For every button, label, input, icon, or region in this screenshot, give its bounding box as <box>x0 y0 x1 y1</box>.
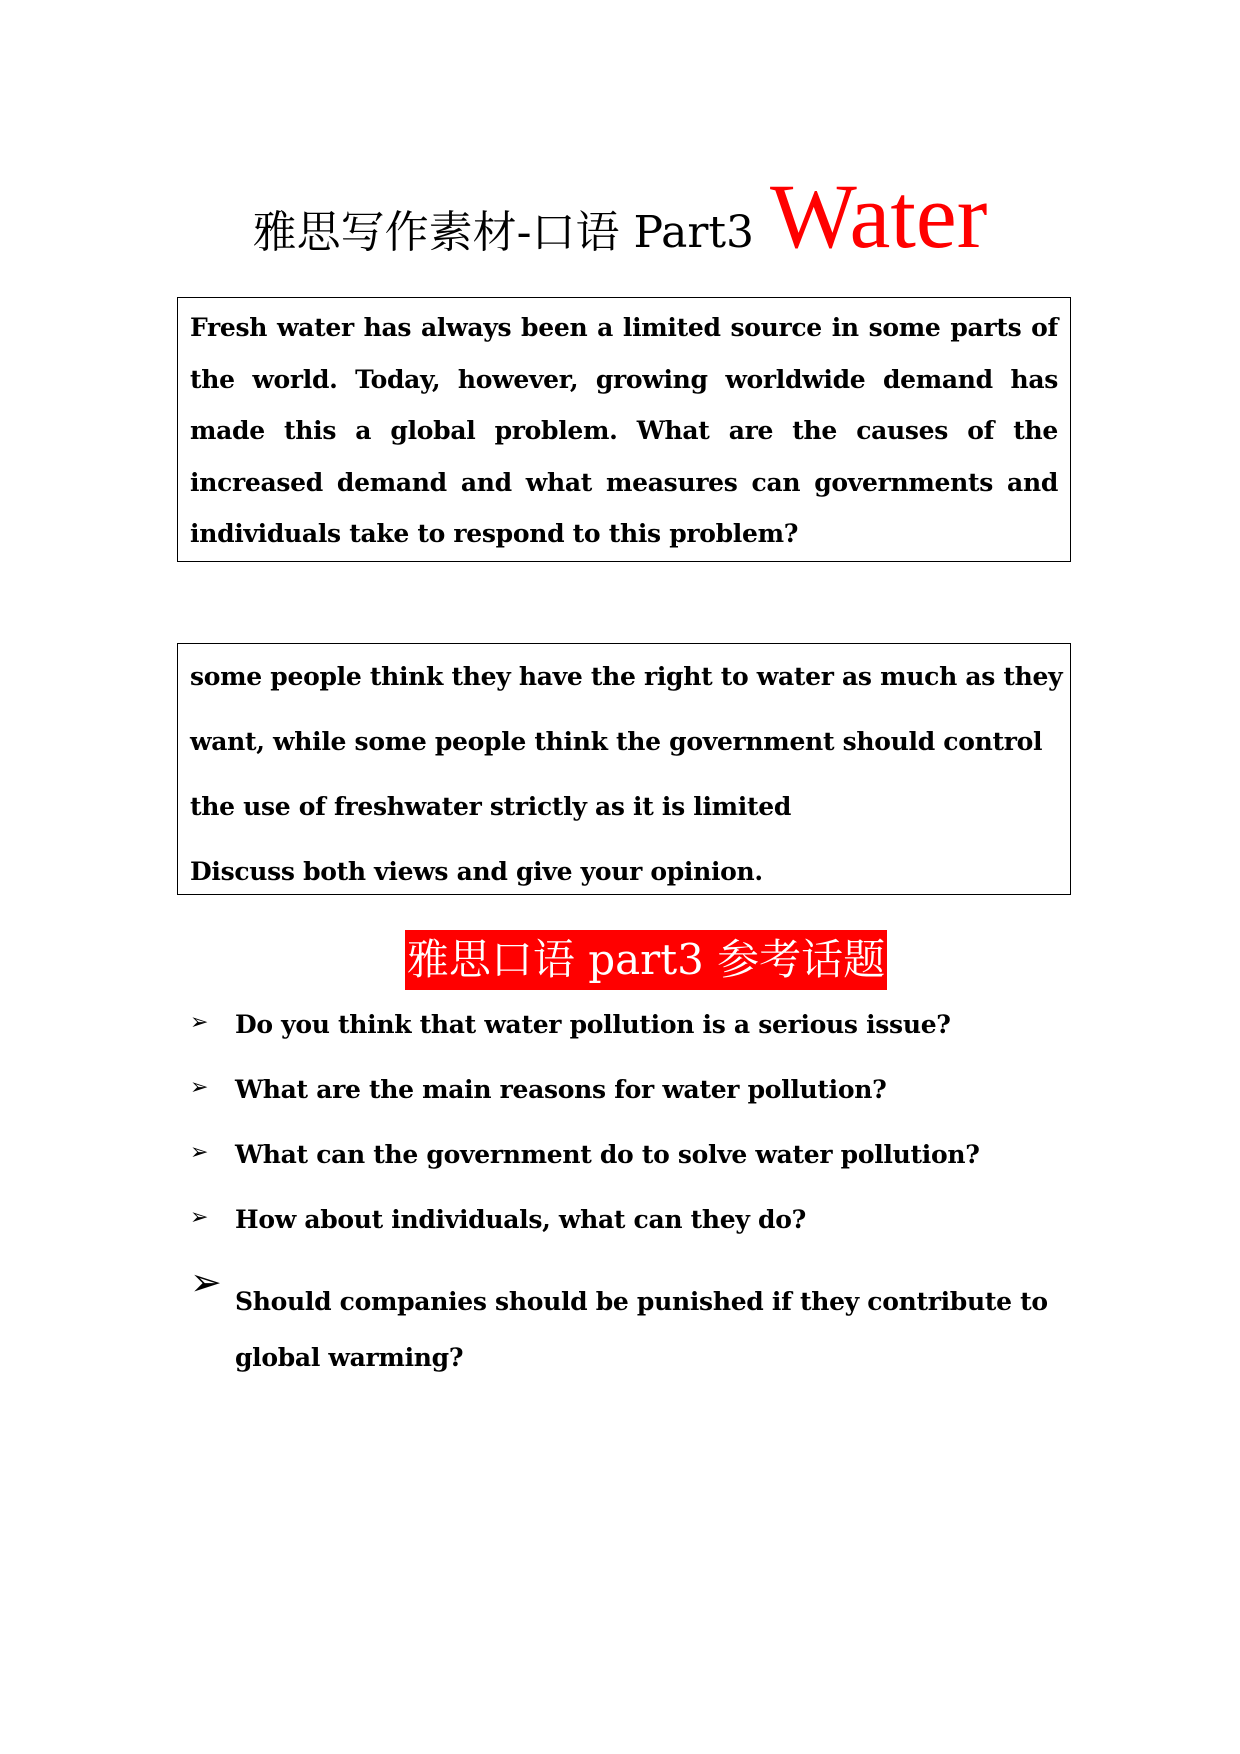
question-text: What are the main reasons for water pollution? <box>235 1075 887 1104</box>
arrowhead-bullet-icon: ➢ <box>190 1075 209 1100</box>
essay-prompt-2 <box>177 643 1071 895</box>
section-heading: 雅思口语 part3 参考话题 <box>405 930 887 990</box>
essay-prompt-2-line: Discuss both views and give your opinion. <box>190 857 763 886</box>
page-title-main: 雅思写作素材-口语 Part3 <box>252 207 755 258</box>
question-text: What can the government do to solve water pollution? <box>235 1140 980 1169</box>
page-title-accent: Water <box>770 165 988 267</box>
arrowhead-bullet-icon: ➢ <box>190 1260 222 1304</box>
essay-prompt-1: Fresh water has always been a limited source in some parts of the world. Today, however, growing worldwide demand has made this a global problem. What are the causes of the increased demand and what measures can governments and individuals take to respond to this problem? <box>177 297 1071 562</box>
page-title <box>0 165 1240 267</box>
essay-prompt-2-line: the use of freshwater strictly as it is limited <box>190 792 792 821</box>
arrowhead-bullet-icon: ➢ <box>190 1140 209 1165</box>
arrowhead-bullet-icon: ➢ <box>190 1205 209 1230</box>
essay-prompt-2-line: some people think they have the right to water as much as they <box>190 662 1063 691</box>
arrowhead-bullet-icon: ➢ <box>190 1010 209 1035</box>
essay-prompt-2-line: want, while some people think the government should control <box>190 727 1043 756</box>
question-text: Do you think that water pollution is a serious issue? <box>235 1010 951 1039</box>
question-text: How about individuals, what can they do? <box>235 1205 806 1234</box>
question-text: Should companies should be punished if they contribute to global warming? <box>235 1287 1048 1372</box>
section-heading-container <box>0 930 1240 990</box>
